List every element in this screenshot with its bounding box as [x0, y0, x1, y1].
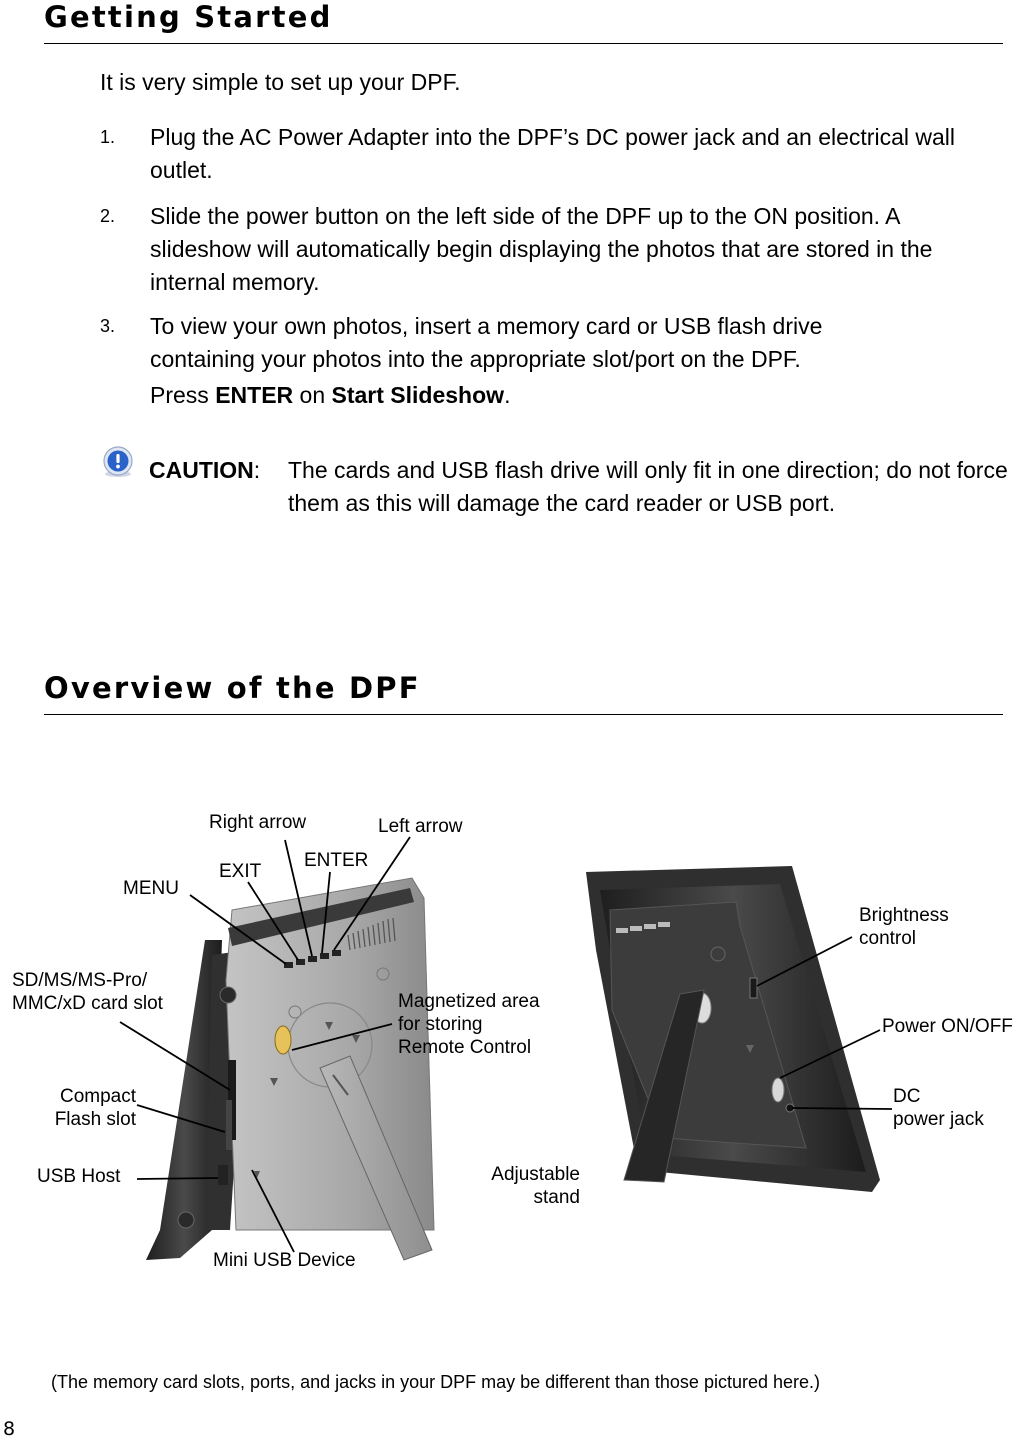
caution-text: The cards and USB flash drive will only fit in one direction; do not force them as this will damage the card reader or USB port. [288, 457, 1008, 516]
label-line: Compact [59, 1086, 136, 1107]
label-line: Brightness [859, 905, 949, 926]
dpf-left-view [146, 878, 434, 1260]
caution-icon [102, 446, 134, 478]
label-line: Adjustable [491, 1164, 580, 1185]
cf-slot [226, 1100, 232, 1150]
label-mini-usb: Mini USB Device [213, 1250, 356, 1271]
period: . [504, 382, 511, 408]
heading-rule [44, 43, 1003, 44]
label-line: SD/MS/MS-Pro/ [12, 970, 148, 991]
step-text: Slide the power button on the left side of the DPF up to the ON position. A slideshow will automatically begin displaying the photos that are stored in the internal memory. [150, 203, 933, 295]
overview-note: (The memory card slots, ports, and jacks in your DPF may be different than those pictured here.) [51, 1372, 821, 1392]
label-line: control [859, 928, 917, 949]
label-enter: ENTER [304, 850, 369, 871]
on-word: on [299, 382, 326, 408]
section-heading-overview: Overview of the DPF [44, 671, 421, 705]
knob [220, 987, 236, 1003]
magnet-sticker [275, 1026, 291, 1054]
step-number: 1. [100, 127, 116, 147]
label-exit: EXIT [219, 861, 262, 882]
label-line: Flash slot [54, 1109, 136, 1130]
label-brightness [859, 904, 949, 950]
label-dc-jack [893, 1085, 984, 1131]
label-sd-slot [12, 969, 163, 1015]
step-number: 2. [100, 206, 116, 226]
enter-key: ENTER [215, 382, 294, 408]
step-text-line: containing your photos into the appropriate slot/port on the DPF. [150, 346, 801, 372]
press-word: Press [150, 382, 209, 408]
enter-button [320, 953, 329, 959]
label-power: Power ON/OFF [882, 1016, 1013, 1037]
label-left-arrow: Left arrow [378, 816, 463, 837]
step-number: 3. [100, 316, 116, 336]
brightness-control [750, 978, 757, 998]
start-slideshow-option: Start Slideshow [331, 382, 505, 408]
label-line: stand [533, 1187, 580, 1208]
label-line: power jack [893, 1109, 984, 1130]
step-text [150, 310, 1000, 412]
knob [178, 1212, 194, 1228]
label-line: DC [893, 1086, 921, 1107]
step-text: Plug the AC Power Adapter into the DPF’s DC power jack and an electrical wall outlet. [150, 124, 955, 183]
step-text-line [150, 379, 1000, 412]
label-line: Remote Control [398, 1037, 532, 1058]
caution-label [149, 454, 260, 487]
heading-rule [44, 714, 1003, 715]
label-line: for storing [398, 1014, 483, 1035]
dpf-right-view [586, 866, 880, 1192]
left-arrow-button [332, 950, 341, 956]
label-menu: MENU [123, 878, 179, 899]
usb-port [218, 1165, 228, 1185]
caution-colon: : [253, 457, 261, 483]
label-magnetized-area [398, 990, 540, 1059]
label-usb-host: USB Host [37, 1166, 121, 1187]
page-number: 8 [3, 1418, 16, 1440]
section-heading-getting-started: Getting Started [44, 0, 333, 34]
label-right-arrow: Right arrow [209, 812, 307, 833]
label-line: Magnetized area [398, 991, 540, 1012]
label-adjustable-stand [470, 1163, 580, 1209]
step-text-line: To view your own photos, insert a memory card or USB flash drive [150, 313, 823, 339]
label-line: MMC/xD card slot [12, 993, 163, 1014]
label-compact-flash [36, 1085, 136, 1131]
power-switch [772, 1078, 784, 1102]
intro-text: It is very simple to set up your DPF. [100, 69, 461, 95]
caution-word: CAUTION [149, 457, 254, 483]
right-arrow-button [308, 956, 317, 962]
